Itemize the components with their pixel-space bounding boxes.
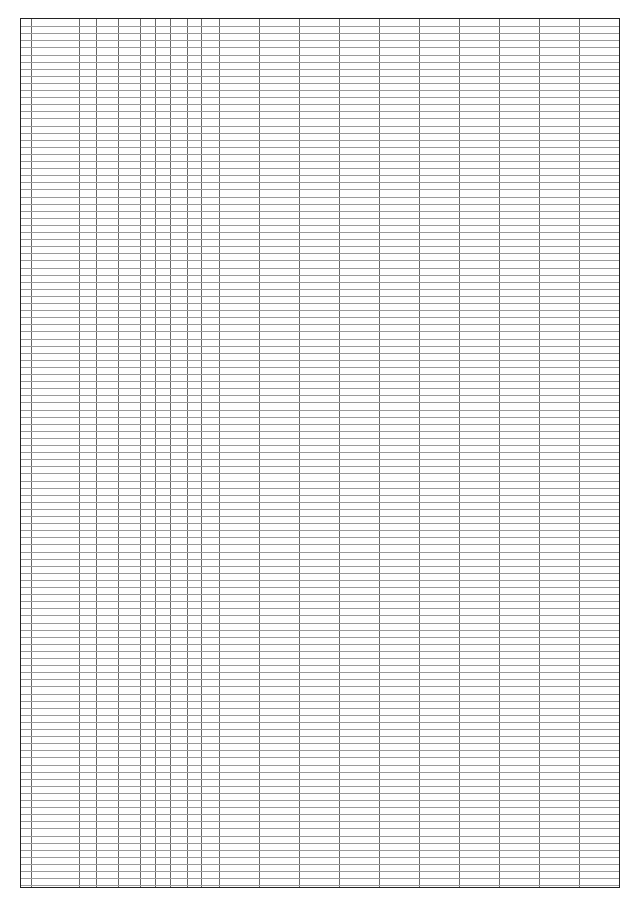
row-rule	[21, 175, 619, 176]
column-rule	[201, 19, 202, 887]
data-table-frame	[20, 18, 620, 888]
row-rule	[21, 694, 619, 695]
row-rule	[21, 118, 619, 119]
row-rule	[21, 353, 619, 354]
column-rule	[539, 19, 540, 887]
row-rule	[21, 239, 619, 240]
row-rule	[21, 310, 619, 311]
row-rule	[21, 729, 619, 730]
row-rule	[21, 878, 619, 879]
row-rule	[21, 438, 619, 439]
row-rule	[21, 197, 619, 198]
row-rule	[21, 62, 619, 63]
row-rule	[21, 459, 619, 460]
row-rule	[21, 168, 619, 169]
column-rule	[579, 19, 580, 887]
column-rule	[155, 19, 156, 887]
row-rule	[21, 537, 619, 538]
column-rule	[140, 19, 141, 887]
row-rule	[21, 630, 619, 631]
row-rule	[21, 182, 619, 183]
row-rule	[21, 708, 619, 709]
row-rule	[21, 587, 619, 588]
row-rule	[21, 26, 619, 27]
row-rule	[21, 346, 619, 347]
row-rule	[21, 431, 619, 432]
column-rule	[79, 19, 80, 887]
row-rule	[21, 765, 619, 766]
row-rule	[21, 580, 619, 581]
row-rule	[21, 559, 619, 560]
row-rule	[21, 473, 619, 474]
row-rule	[21, 743, 619, 744]
column-rule	[170, 19, 171, 887]
column-rule	[339, 19, 340, 887]
row-rule	[21, 523, 619, 524]
column-rule	[219, 19, 220, 887]
row-rule	[21, 658, 619, 659]
row-rule	[21, 793, 619, 794]
column-rule	[459, 19, 460, 887]
column-rule	[299, 19, 300, 887]
row-rule	[21, 516, 619, 517]
row-rule	[21, 736, 619, 737]
row-rule	[21, 445, 619, 446]
row-rule	[21, 111, 619, 112]
column-rule	[118, 19, 119, 887]
row-rule	[21, 509, 619, 510]
row-rule	[21, 843, 619, 844]
row-rule	[21, 303, 619, 304]
column-rule	[31, 19, 32, 887]
row-rule	[21, 339, 619, 340]
row-rule	[21, 615, 619, 616]
row-rule	[21, 623, 619, 624]
row-rule	[21, 296, 619, 297]
row-rule	[21, 282, 619, 283]
column-rule	[499, 19, 500, 887]
row-rule	[21, 715, 619, 716]
row-rule	[21, 147, 619, 148]
row-rule	[21, 317, 619, 318]
row-rule	[21, 466, 619, 467]
row-rule	[21, 836, 619, 837]
row-rule	[21, 552, 619, 553]
row-rule	[21, 672, 619, 673]
row-rule	[21, 76, 619, 77]
row-rule	[21, 665, 619, 666]
row-rule	[21, 651, 619, 652]
row-rule	[21, 679, 619, 680]
row-rule	[21, 786, 619, 787]
row-rule	[21, 608, 619, 609]
column-rule	[96, 19, 97, 887]
row-rule	[21, 821, 619, 822]
row-rule	[21, 140, 619, 141]
row-rule	[21, 757, 619, 758]
row-rule	[21, 126, 619, 127]
row-rule	[21, 260, 619, 261]
column-rule	[419, 19, 420, 887]
row-rule	[21, 424, 619, 425]
column-rule	[259, 19, 260, 887]
row-rule	[21, 218, 619, 219]
row-rule	[21, 402, 619, 403]
row-rule	[21, 814, 619, 815]
row-rule	[21, 857, 619, 858]
row-rule	[21, 161, 619, 162]
row-rule	[21, 722, 619, 723]
row-rule	[21, 701, 619, 702]
row-rule	[21, 189, 619, 190]
row-rule	[21, 381, 619, 382]
row-rule	[21, 573, 619, 574]
row-rule	[21, 807, 619, 808]
row-rule	[21, 133, 619, 134]
row-rule	[21, 69, 619, 70]
row-rule	[21, 104, 619, 105]
row-rule	[21, 850, 619, 851]
row-rule	[21, 530, 619, 531]
row-rule	[21, 772, 619, 773]
row-rule	[21, 211, 619, 212]
row-rule	[21, 502, 619, 503]
row-rule	[21, 601, 619, 602]
row-rule	[21, 154, 619, 155]
row-rule	[21, 225, 619, 226]
row-rule	[21, 275, 619, 276]
row-rule	[21, 246, 619, 247]
row-rule	[21, 83, 619, 84]
row-rule	[21, 360, 619, 361]
column-rule	[187, 19, 188, 887]
row-rule	[21, 644, 619, 645]
row-rule	[21, 47, 619, 48]
row-rule	[21, 253, 619, 254]
row-rule	[21, 324, 619, 325]
row-rule	[21, 594, 619, 595]
row-rule	[21, 417, 619, 418]
row-rule	[21, 268, 619, 269]
row-rule	[21, 686, 619, 687]
row-rule	[21, 544, 619, 545]
row-rule	[21, 750, 619, 751]
row-rule	[21, 232, 619, 233]
row-rule	[21, 779, 619, 780]
row-rule	[21, 452, 619, 453]
row-rule	[21, 204, 619, 205]
row-rule	[21, 331, 619, 332]
row-rule	[21, 828, 619, 829]
row-rule	[21, 367, 619, 368]
row-rule	[21, 97, 619, 98]
row-rule	[21, 388, 619, 389]
row-rule	[21, 488, 619, 489]
row-rule	[21, 40, 619, 41]
row-rule	[21, 637, 619, 638]
row-rule	[21, 481, 619, 482]
column-rules	[21, 19, 619, 887]
row-rule	[21, 55, 619, 56]
row-rule	[21, 566, 619, 567]
row-rule	[21, 800, 619, 801]
column-rule	[379, 19, 380, 887]
row-rule	[21, 410, 619, 411]
row-rule	[21, 885, 619, 886]
row-rule	[21, 864, 619, 865]
row-rule	[21, 871, 619, 872]
row-rule	[21, 374, 619, 375]
row-rule	[21, 395, 619, 396]
row-rule	[21, 495, 619, 496]
row-rules	[21, 19, 619, 887]
row-rule	[21, 289, 619, 290]
row-rule	[21, 90, 619, 91]
row-rule	[21, 33, 619, 34]
